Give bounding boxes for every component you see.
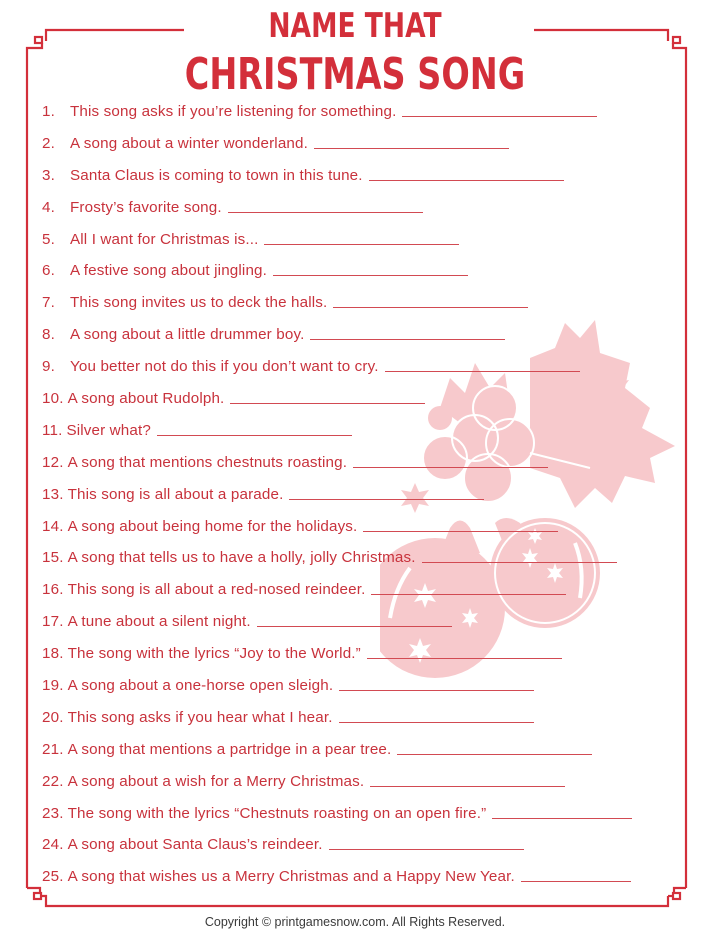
question-item	[42, 388, 687, 420]
question-text: This song is all about a parade.	[67, 485, 284, 503]
question-item	[42, 197, 687, 229]
question-number: 23.	[42, 804, 64, 822]
answer-blank[interactable]	[402, 115, 597, 117]
answer-blank[interactable]	[230, 402, 425, 404]
question-text: Silver what?	[66, 421, 151, 439]
answer-blank[interactable]	[289, 498, 484, 500]
question-number: 4.	[42, 198, 55, 216]
answer-blank[interactable]	[339, 721, 534, 723]
question-text: This song asks if you hear what I hear.	[67, 708, 333, 726]
question-text: A song about Rudolph.	[67, 390, 225, 408]
question-number: 13.	[42, 485, 64, 503]
question-number: 12.	[42, 453, 64, 471]
question-item	[42, 547, 687, 579]
answer-blank[interactable]	[257, 625, 452, 627]
answer-blank[interactable]	[371, 593, 566, 595]
question-item	[42, 834, 687, 866]
answer-blank[interactable]	[363, 530, 558, 532]
question-text: You better not do this if you don’t want to cry.	[70, 358, 379, 376]
question-text: A song about Santa Claus’s reindeer.	[67, 836, 323, 854]
question-item	[42, 452, 687, 484]
question-text: A song about a winter wonderland.	[70, 134, 308, 152]
question-item	[42, 707, 687, 739]
answer-blank[interactable]	[521, 880, 631, 882]
question-item	[42, 165, 687, 197]
answer-blank[interactable]	[367, 657, 562, 659]
question-number: 25.	[42, 868, 64, 886]
question-number: 22.	[42, 772, 64, 790]
question-text: A song that tells us to have a holly, jolly Christmas.	[67, 549, 416, 567]
question-text: Frosty’s favorite song.	[70, 198, 222, 216]
question-text: A song about a wish for a Merry Christmas.	[67, 772, 365, 790]
question-text: A tune about a silent night.	[67, 613, 251, 631]
page-title-line1: NAME THAT	[268, 6, 442, 46]
answer-blank[interactable]	[157, 434, 352, 436]
question-number: 21.	[42, 740, 64, 758]
question-text: A song about a little drummer boy.	[70, 326, 305, 344]
answer-blank[interactable]	[369, 179, 564, 181]
question-text: This song invites us to deck the halls.	[70, 294, 328, 312]
answer-blank[interactable]	[339, 689, 534, 691]
question-number: 8.	[42, 326, 55, 344]
answer-blank[interactable]	[329, 848, 524, 850]
question-text: A song about a one-horse open sleigh.	[67, 677, 334, 695]
answer-blank[interactable]	[228, 211, 423, 213]
question-text: Santa Claus is coming to town in this tune.	[70, 166, 363, 184]
question-text: A song that mentions chestnuts roasting.	[67, 453, 348, 471]
answer-blank[interactable]	[370, 785, 565, 787]
answer-blank[interactable]	[422, 561, 617, 563]
question-item	[42, 579, 687, 611]
question-number: 16.	[42, 581, 64, 599]
question-item	[42, 356, 687, 388]
answer-blank[interactable]	[273, 274, 468, 276]
question-number: 15.	[42, 549, 64, 567]
question-text: A song about being home for the holidays.	[67, 517, 358, 535]
question-number: 9.	[42, 358, 55, 376]
answer-blank[interactable]	[310, 338, 505, 340]
question-number: 7.	[42, 294, 55, 312]
question-text: This song asks if you’re listening for something.	[70, 103, 397, 120]
question-item	[42, 611, 687, 643]
answer-blank[interactable]	[353, 466, 548, 468]
question-item	[42, 133, 687, 165]
question-text: The song with the lyrics “Joy to the World.”	[67, 645, 361, 663]
question-text: A song that mentions a partridge in a pear tree.	[67, 740, 392, 758]
page-title-line2: CHRISTMAS SONG	[184, 49, 526, 100]
question-number: 2.	[42, 134, 55, 152]
question-item	[42, 739, 687, 771]
question-text: All I want for Christmas is...	[70, 230, 259, 248]
question-number: 11.	[42, 421, 63, 439]
question-item	[42, 420, 687, 452]
question-number: 5.	[42, 230, 55, 248]
question-number: 14.	[42, 517, 64, 535]
answer-blank[interactable]	[333, 306, 528, 308]
question-text: This song is all about a red-nosed reindeer.	[67, 581, 366, 599]
question-item	[42, 516, 687, 548]
question-list	[42, 101, 687, 898]
question-number: 17.	[42, 613, 64, 631]
answer-blank[interactable]	[264, 243, 459, 245]
question-item	[42, 292, 687, 324]
question-number: 1.	[42, 103, 55, 120]
answer-blank[interactable]	[492, 817, 632, 819]
question-number: 6.	[42, 262, 55, 280]
copyright-footer: Copyright © printgamesnow.com. All Rights Reserved.	[204, 915, 506, 929]
question-number: 20.	[42, 708, 64, 726]
question-item	[42, 643, 687, 675]
question-text: A festive song about jingling.	[70, 262, 268, 280]
question-number: 19.	[42, 677, 64, 695]
answer-blank[interactable]	[397, 753, 592, 755]
question-item	[42, 803, 687, 835]
answer-blank[interactable]	[385, 370, 580, 372]
question-number: 10.	[42, 390, 64, 408]
question-item	[42, 675, 687, 707]
question-item	[42, 324, 687, 356]
question-item	[42, 771, 687, 803]
question-number: 18.	[42, 645, 64, 663]
question-number: 24.	[42, 836, 64, 854]
question-text: A song that wishes us a Merry Christmas and a Happy New Year.	[67, 868, 515, 886]
question-number: 3.	[42, 166, 55, 184]
question-item	[42, 866, 687, 898]
question-text: The song with the lyrics “Chestnuts roasting on an open fire.”	[67, 804, 487, 822]
question-item	[42, 484, 687, 516]
question-item	[42, 260, 687, 292]
question-item	[42, 229, 687, 261]
answer-blank[interactable]	[314, 147, 509, 149]
question-item	[42, 101, 687, 133]
